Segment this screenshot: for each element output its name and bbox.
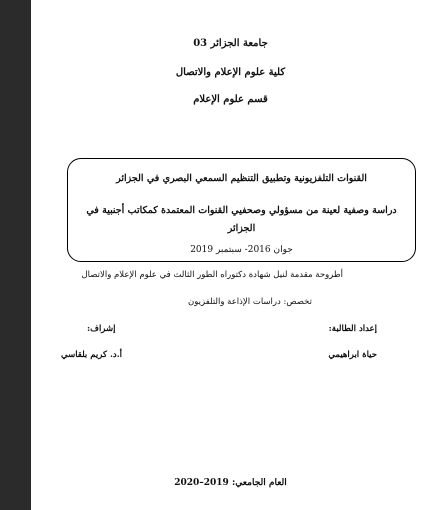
- side-bar: [0, 0, 31, 510]
- department-name: قسم علوم الإعلام: [193, 94, 268, 105]
- student-name: حياة ابراهيمي: [328, 350, 377, 360]
- specialization: تخصص: دراسات الإذاعة والتلفزيون: [188, 297, 312, 307]
- thesis-description: أطروحة مقدمة لنيل شهادة دكتوراه الطور الثالث في علوم الإعلام والاتصال: [81, 270, 343, 280]
- thesis-title-box: [67, 158, 416, 262]
- thesis-title: القنوات التلفزيونية وتطبيق التنظيم السمعي البصري في الجزائر: [116, 173, 367, 184]
- faculty-name: كلية علوم الإعلام والاتصال: [175, 67, 286, 78]
- supervision-label: إشراف:: [87, 324, 116, 334]
- study-period: جوان 2016- سبتمبر 2019: [190, 245, 293, 255]
- academic-year: العام الجامعي: 2019–2020: [174, 478, 287, 488]
- prepared-by-label: إعداد الطالبة:: [328, 324, 377, 334]
- document-page: [31, 0, 430, 510]
- supervisor-name: أ.د. كريم بلقاسي: [61, 350, 123, 360]
- university-name: جامعة الجزائر 03: [193, 38, 268, 49]
- thesis-subtitle: دراسة وصفية لعينة من مسؤولي وصحفيي القنوات المعتمدة كمكاتب أجنبية في الجزائر: [86, 205, 397, 234]
